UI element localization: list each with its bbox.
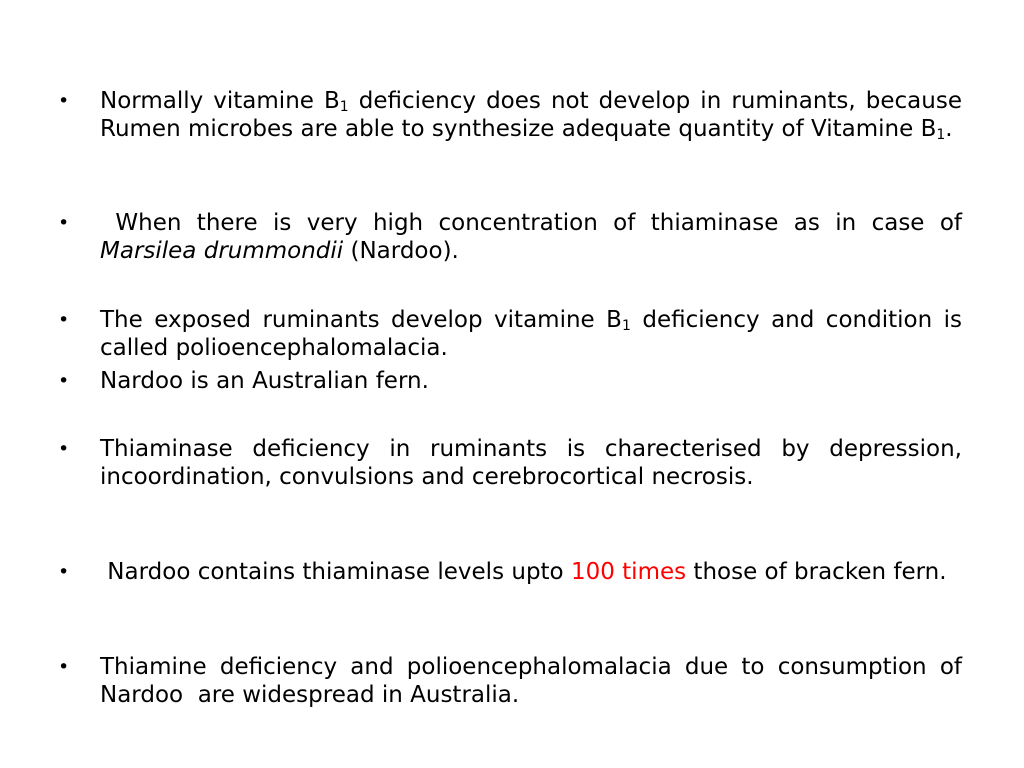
text-run: The exposed ruminants develop vitamine B — [100, 307, 622, 333]
bullet-dot: • — [58, 370, 70, 392]
bullet-text — [100, 307, 962, 362]
bullet-text: Thiaminase deficiency in ruminants is charecterised by depression, incoordination, convulsions and cerebrocortical necrosis. — [100, 436, 962, 490]
bullet-dot: • — [58, 561, 70, 583]
species-name: Marsilea drummondii — [100, 237, 344, 264]
bullet-dot: • — [58, 438, 70, 460]
bullet-text — [100, 210, 962, 265]
bullet-dot: • — [58, 309, 70, 331]
text-run: (Nardoo). — [343, 237, 459, 264]
bullet-text — [100, 559, 962, 587]
bullet-dot: • — [58, 212, 70, 234]
text-run: deficiency does not develop in ruminants, because Rumen microbes are able to synthesize adequate quantity of Vitamine B — [100, 88, 962, 142]
subscript: 1 — [621, 318, 631, 334]
subscript: 1 — [936, 126, 946, 143]
text-run: deficiency and condition is called polioencephalomalacia. — [100, 307, 962, 361]
text-run: Nardoo contains thiaminase levels upto — [100, 559, 571, 585]
text-run: . — [945, 115, 953, 142]
subscript: 1 — [339, 99, 349, 115]
text-run: When there is very high concentration of thiaminase as in case of — [100, 210, 962, 236]
text-run: those of bracken fern. — [686, 559, 947, 585]
bullet-dot: • — [58, 656, 70, 678]
bullet-dot: • — [58, 90, 70, 112]
text-run: Normally vitamine B — [100, 88, 340, 114]
bullet-text: Nardoo is an Australian fern. — [100, 368, 429, 394]
bullet-text — [100, 88, 962, 143]
bullet-text: Thiamine deficiency and polioencephalomalacia due to consumption of Nardoo are widespread in Australia. — [100, 654, 962, 708]
highlight-text: 100 times — [570, 559, 687, 585]
